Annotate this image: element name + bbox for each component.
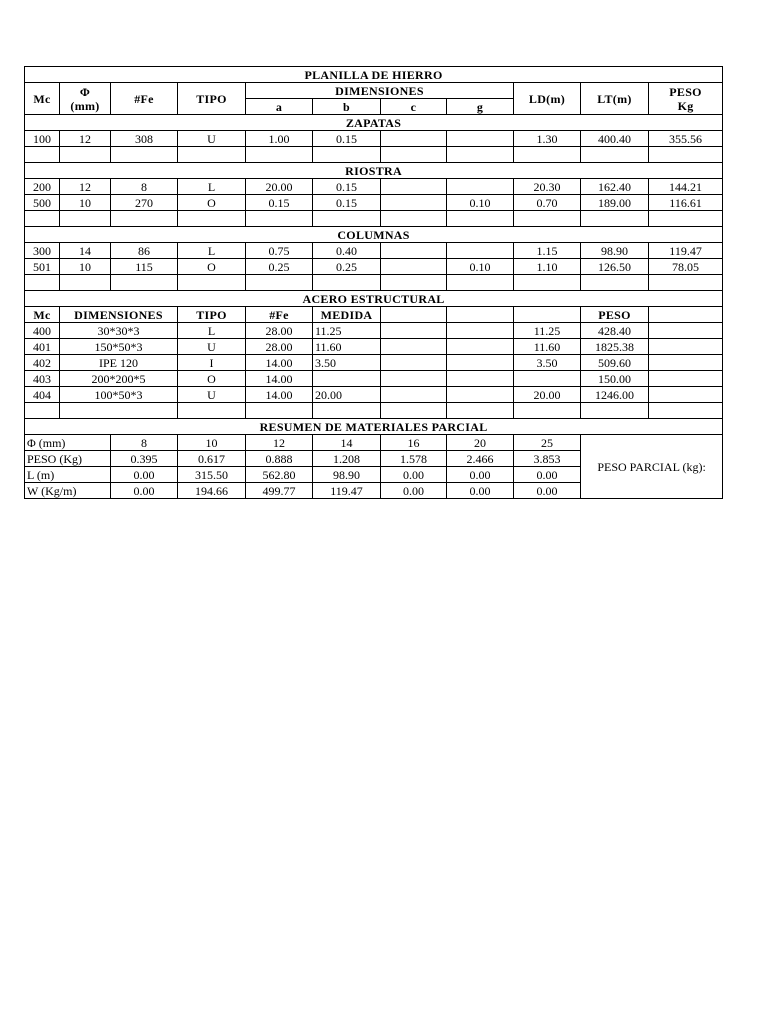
resumen-row [25,435,723,451]
resumen-value: 0.888 [246,451,313,467]
empty-cell [649,371,723,387]
resumen-value: 0.00 [111,467,178,483]
table-cell: 270 [111,195,178,211]
header-peso-unit: Kg [677,98,694,113]
empty-cell [649,323,723,339]
table-cell: 10 [60,259,111,275]
empty-cell [447,403,514,419]
acero-dimensiones: 100*50*3 [60,387,178,403]
planilla-table [24,66,723,499]
acero-tipo: U [178,387,246,403]
empty-cell [381,403,447,419]
table-cell: O [178,259,246,275]
empty-cell [25,147,60,163]
empty-row [25,275,723,291]
resumen-value: 0.395 [111,451,178,467]
resumen-value: 119.47 [313,483,381,499]
acero-fe: 28.00 [246,323,313,339]
resumen-label: PESO (Kg) [25,451,111,467]
acero-dimensiones: 200*200*5 [60,371,178,387]
empty-cell [25,275,60,291]
section-title-row [25,163,723,179]
resumen-label: Φ (mm) [25,435,111,451]
table-cell: 501 [25,259,60,275]
table-cell [381,243,447,259]
table-row [25,131,723,147]
table-cell: 308 [111,131,178,147]
resumen-value: 0.00 [514,483,581,499]
header-phi-symbol: Φ [79,84,91,99]
empty-cell [111,275,178,291]
empty-cell [25,403,60,419]
table-cell: 0.70 [514,195,581,211]
table-row [25,179,723,195]
acero-row [25,355,723,371]
empty-cell [447,355,514,371]
empty-cell [60,275,111,291]
table-cell: 126.50 [581,259,649,275]
section-title-row [25,115,723,131]
acero-medida: 3.50 [313,355,381,371]
empty-cell [514,307,581,323]
resumen-value: 98.90 [313,467,381,483]
empty-cell [178,275,246,291]
table-cell: 0.25 [313,259,381,275]
table-cell: 0.15 [313,131,381,147]
acero-dimensiones: 30*30*3 [60,323,178,339]
table-cell: 12 [60,179,111,195]
resumen-value: 1.578 [381,451,447,467]
resumen-value: 16 [381,435,447,451]
empty-cell [581,211,649,227]
table-cell: 0.10 [447,195,514,211]
empty-cell [514,211,581,227]
acero-tipo: U [178,339,246,355]
empty-cell [649,307,723,323]
empty-cell [447,211,514,227]
empty-cell [649,355,723,371]
acero-fe: 14.00 [246,371,313,387]
table-cell: 162.40 [581,179,649,195]
resumen-value: 14 [313,435,381,451]
header-peso [649,83,723,115]
acero-medida: 11.60 [313,339,381,355]
empty-cell [381,339,447,355]
empty-cell [381,355,447,371]
acero-header-mc: Mc [25,307,60,323]
acero-mc: 403 [25,371,60,387]
acero-medida: 11.25 [313,323,381,339]
resumen-value: 2.466 [447,451,514,467]
section-title-riostra: RIOSTRA [25,163,723,179]
header-tipo: TIPO [178,83,246,115]
table-cell: 0.40 [313,243,381,259]
empty-cell [381,323,447,339]
header-dim-b: b [313,99,381,115]
empty-cell [649,339,723,355]
empty-cell [178,403,246,419]
acero-header-medida: MEDIDA [313,307,381,323]
resumen-value: 10 [178,435,246,451]
table-cell: 115 [111,259,178,275]
resumen-value: 194.66 [178,483,246,499]
acero-peso: 509.60 [581,355,649,371]
resumen-value: 3.853 [514,451,581,467]
empty-cell [381,211,447,227]
resumen-value: 8 [111,435,178,451]
acero-fe: 14.00 [246,355,313,371]
empty-cell [60,211,111,227]
resumen-value: 25 [514,435,581,451]
acero-row [25,323,723,339]
table-cell: 1.10 [514,259,581,275]
table-cell: L [178,243,246,259]
table-cell: 1.00 [246,131,313,147]
empty-cell [313,403,381,419]
header-phi [60,83,111,115]
table-cell: 400.40 [581,131,649,147]
empty-cell [381,371,447,387]
acero-ld: 3.50 [514,355,581,371]
empty-cell [581,403,649,419]
table-cell [447,131,514,147]
empty-cell [581,147,649,163]
empty-cell [447,371,514,387]
acero-fe: 14.00 [246,387,313,403]
table-cell: 0.15 [313,179,381,195]
empty-cell [514,147,581,163]
table-row [25,195,723,211]
resumen-value: 1.208 [313,451,381,467]
table-cell: 20.00 [246,179,313,195]
empty-cell [447,307,514,323]
empty-cell [649,387,723,403]
acero-ld [514,371,581,387]
empty-cell [246,275,313,291]
empty-cell [111,147,178,163]
table-cell: 144.21 [649,179,723,195]
empty-row [25,147,723,163]
acero-peso: 1825.38 [581,339,649,355]
header-lt: LT(m) [581,83,649,115]
table-cell: 98.90 [581,243,649,259]
table-cell: 0.10 [447,259,514,275]
empty-cell [514,275,581,291]
acero-ld: 11.60 [514,339,581,355]
table-cell: 119.47 [649,243,723,259]
acero-mc: 401 [25,339,60,355]
empty-cell [178,147,246,163]
resumen-value: 0.00 [111,483,178,499]
empty-cell [60,403,178,419]
header-row [25,83,723,99]
empty-cell [60,147,111,163]
acero-header-dimensiones: DIMENSIONES [60,307,178,323]
title-row [25,67,723,83]
resumen-label: W (Kg/m) [25,483,111,499]
empty-cell [313,211,381,227]
resumen-value: 0.00 [381,483,447,499]
section-title-zapatas: ZAPATAS [25,115,723,131]
resumen-value: 0.00 [514,467,581,483]
table-cell [381,195,447,211]
table-cell: L [178,179,246,195]
table-cell: 0.25 [246,259,313,275]
header-dim-c: c [381,99,447,115]
sheet-title: PLANILLA DE HIERRO [25,67,723,83]
section-title-row [25,227,723,243]
header-fe: #Fe [111,83,178,115]
empty-cell [447,339,514,355]
acero-ld: 20.00 [514,387,581,403]
empty-cell [649,147,723,163]
header-peso-label: PESO [669,84,702,99]
resumen-value: 0.00 [447,483,514,499]
table-cell: 8 [111,179,178,195]
empty-cell [313,147,381,163]
header-dim-a: a [246,99,313,115]
resumen-value: 0.617 [178,451,246,467]
table-row [25,243,723,259]
acero-mc: 402 [25,355,60,371]
empty-cell [447,275,514,291]
empty-cell [246,147,313,163]
acero-dimensiones: IPE 120 [60,355,178,371]
acero-tipo: L [178,323,246,339]
table-cell: 116.61 [649,195,723,211]
acero-mc: 404 [25,387,60,403]
empty-cell [246,211,313,227]
empty-cell [246,403,313,419]
acero-tipo: O [178,371,246,387]
table-cell [381,131,447,147]
header-ld: LD(m) [514,83,581,115]
acero-header-tipo: TIPO [178,307,246,323]
resumen-value: 12 [246,435,313,451]
resumen-value: 315.50 [178,467,246,483]
table-cell: 1.30 [514,131,581,147]
empty-cell [381,307,447,323]
empty-cell [447,387,514,403]
empty-cell [581,275,649,291]
table-cell [447,243,514,259]
table-cell: 86 [111,243,178,259]
table-cell [381,259,447,275]
empty-cell [649,275,723,291]
empty-cell [381,275,447,291]
acero-medida [313,371,381,387]
table-cell: 500 [25,195,60,211]
empty-cell [649,403,723,419]
table-cell: 0.75 [246,243,313,259]
acero-peso: 1246.00 [581,387,649,403]
table-cell: 300 [25,243,60,259]
table-cell: 0.15 [246,195,313,211]
header-mc: Mc [25,83,60,115]
header-dimensiones: DIMENSIONES [246,83,514,99]
resumen-value: 20 [447,435,514,451]
table-cell: 20.30 [514,179,581,195]
resumen-value: 499.77 [246,483,313,499]
header-dim-g: g [447,99,514,115]
resumen-value: 0.00 [381,467,447,483]
peso-parcial-label: PESO PARCIAL (kg): [581,435,723,499]
table-cell: 10 [60,195,111,211]
table-cell: 200 [25,179,60,195]
empty-cell [111,211,178,227]
resumen-value: 562.80 [246,467,313,483]
empty-cell [514,403,581,419]
section-title-columnas: COLUMNAS [25,227,723,243]
acero-row [25,387,723,403]
table-row [25,259,723,275]
table-cell: 78.05 [649,259,723,275]
empty-cell [649,211,723,227]
empty-row [25,403,723,419]
acero-mc: 400 [25,323,60,339]
empty-cell [447,147,514,163]
table-cell: 355.56 [649,131,723,147]
acero-peso: 150.00 [581,371,649,387]
empty-cell [381,147,447,163]
acero-header-peso: PESO [581,307,649,323]
acero-header-row [25,307,723,323]
acero-medida: 20.00 [313,387,381,403]
empty-cell [381,387,447,403]
acero-ld: 11.25 [514,323,581,339]
section-title-resumen: RESUMEN DE MATERIALES PARCIAL [25,419,723,435]
section-title-acero: ACERO ESTRUCTURAL [25,291,723,307]
table-cell: O [178,195,246,211]
acero-peso: 428.40 [581,323,649,339]
acero-row [25,371,723,387]
acero-dimensiones: 150*50*3 [60,339,178,355]
table-cell: 0.15 [313,195,381,211]
resumen-value: 0.00 [447,467,514,483]
acero-tipo: I [178,355,246,371]
table-cell: 12 [60,131,111,147]
table-cell: 1.15 [514,243,581,259]
acero-fe: 28.00 [246,339,313,355]
empty-cell [25,211,60,227]
empty-row [25,211,723,227]
table-cell [381,179,447,195]
section-title-row [25,291,723,307]
resumen-label: L (m) [25,467,111,483]
acero-row [25,339,723,355]
table-cell: 100 [25,131,60,147]
header-phi-unit: (mm) [70,98,100,113]
table-cell: 14 [60,243,111,259]
table-cell [447,179,514,195]
empty-cell [447,323,514,339]
empty-cell [178,211,246,227]
section-title-row [25,419,723,435]
acero-header-fe: #Fe [246,307,313,323]
table-cell: 189.00 [581,195,649,211]
empty-cell [313,275,381,291]
table-cell: U [178,131,246,147]
